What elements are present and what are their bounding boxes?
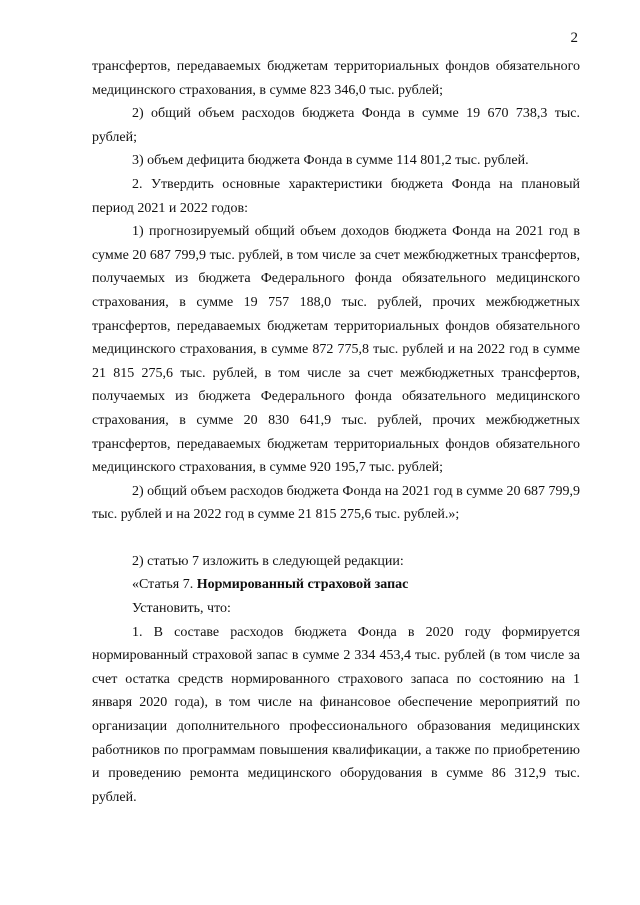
paragraph-continuation: трансфертов, передаваемых бюджетам территориальных фондов обязательного медицинского страхования, в сумме 823 346,0 тыс. рублей; bbox=[92, 59, 580, 98]
article-prefix: «Статья 7. bbox=[132, 577, 197, 593]
paragraph-revenues-2021-2022: 1) прогнозируемый общий объем доходов бюджета Фонда на 2021 год в сумме 20 687 799,9 тыс. рублей, в том числе за счет межбюджетных трансфертов, получаемых из бюджета Федерального фонда обязательного медицинского страхования, в сумме 19 757 188,0 тыс. рублей, прочих межбюджетных трансфертов, передаваемых бюджетам территориальных фондов обязательного медицинского страхования, в сумме 872 775,8 тыс. рублей и на 2022 год в сумме 21 815 275,6 тыс. рублей, в том числе за счет межбюджетных трансфертов, получаемых из бюджета Федерального фонда обязательного медицинского страхования, в сумме 20 830 641,9 тыс. рублей, прочих межбюджетных трансфертов, передаваемых бюджетам территориальных фондов обязательного медицинского страхования, в сумме 920 195,7 тыс. рублей; bbox=[92, 224, 580, 476]
paragraph-establish: Установить, что: bbox=[132, 601, 231, 617]
paragraph-expenses-2021-2022: 2) общий объем расходов бюджета Фонда на 2021 год в сумме 20 687 799,9 тыс. рублей и на 2022 год в сумме 21 815 275,6 тыс. рублей.»; bbox=[92, 483, 580, 523]
paragraph-approve-planning: 2. Утвердить основные характеристики бюджета Фонда на плановый период 2021 и 2022 годов: bbox=[92, 176, 580, 216]
page-number: 2 bbox=[570, 30, 578, 46]
paragraph-reserve: 1. В составе расходов бюджета Фонда в 2020 году формируется нормированный страховой запас в сумме 2 334 453,4 тыс. рублей (в том числе за счет остатка средств нормированного страхового запаса по состоянию на 1 января 2020 года), в том числе на финансовое обеспечение мероприятий по организации дополнительного профессионального образования медицинских работников по программам повышения квалификации, а также по приобретению и проведению ремонта медицинского оборудования в сумме 86 312,9 тыс. рублей. bbox=[92, 624, 580, 805]
paragraph-deficit-2020: 3) объем дефицита бюджета Фонда в сумме 114 801,2 тыс. рублей. bbox=[132, 153, 529, 169]
article-heading bbox=[92, 573, 580, 597]
paragraph-gap bbox=[92, 527, 580, 550]
paragraph-expenses-2020: 2) общий объем расходов бюджета Фонда в сумме 19 670 738,3 тыс. рублей; bbox=[92, 106, 580, 145]
article-title: Нормированный страховой запас bbox=[196, 577, 409, 593]
document-body bbox=[92, 55, 580, 809]
paragraph-amend-article-7: 2) статью 7 изложить в следующей редакции: bbox=[132, 553, 404, 569]
